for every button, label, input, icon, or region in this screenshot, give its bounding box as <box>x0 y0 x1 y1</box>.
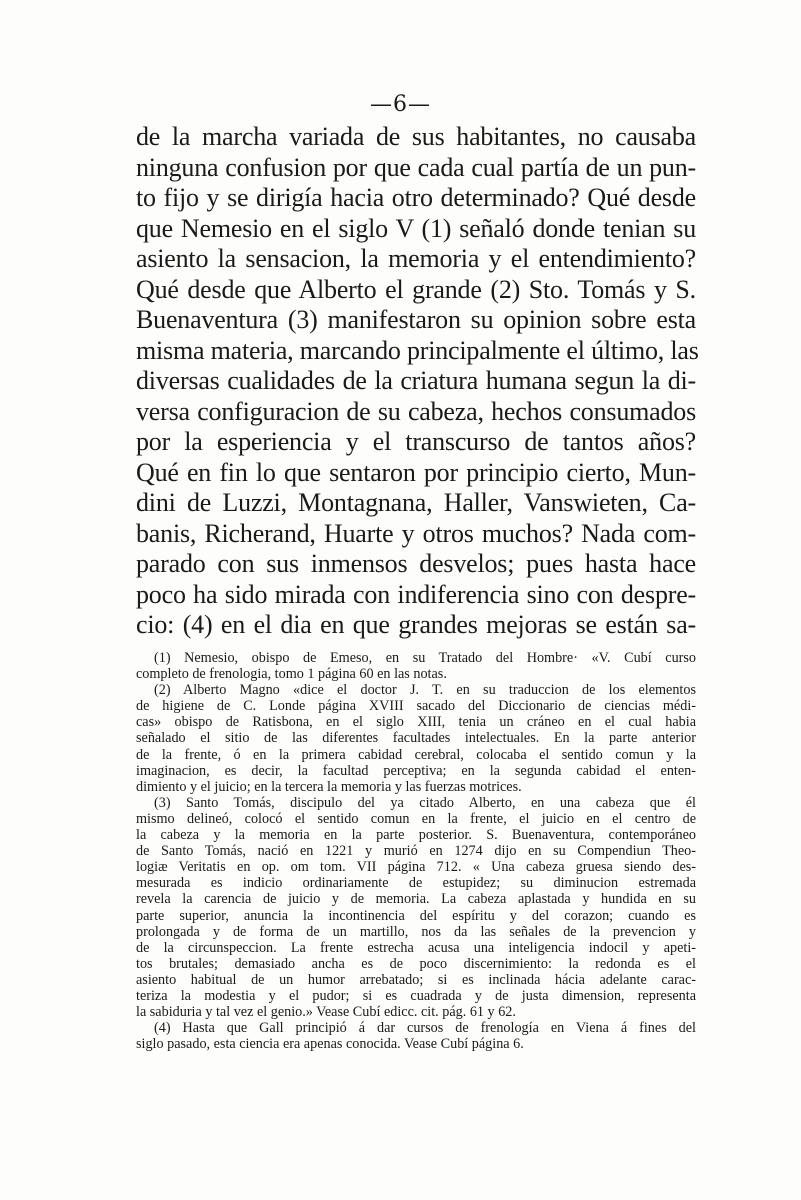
footnote-line: la cabeza y la memoria en la parte posterior. S. Buenaventura, contemporáneo <box>136 827 696 844</box>
body-line: asiento la sensacion, la memoria y el entendimiento? <box>136 244 696 273</box>
footnote-line: (4) Hasta que Gall principió á dar cursos de frenología en Viena á fines del <box>154 1020 696 1037</box>
body-line: de la marcha variada de sus habitantes, no causaba <box>136 122 696 151</box>
footnote-line: siglo pasado, esta ciencia era apenas conocida. Vease Cubí página 6. <box>136 1036 524 1053</box>
footnote-line: cas» obispo de Ratisbona, en el siglo XIII, tenia un cráneo en el cual habia <box>136 714 696 731</box>
body-line: dini de Luzzi, Montagnana, Haller, Vanswieten, Ca- <box>136 488 696 517</box>
main-text-block <box>136 122 699 641</box>
footnote-line: la sabiduria y tal vez el genio.» Vease Cubí edicc. cit. pág. 61 y 62. <box>136 1004 516 1021</box>
footnote-line: mismo delineó, colocó el sentido comun en la frente, el juicio en el centro de <box>136 810 696 827</box>
footnote-line: dimiento y el juicio; en la tercera la memoria y las fuerzas motrices. <box>136 778 522 795</box>
footnote-line: mesurada es indicio ordinariamente de estupidez; su diminucion estremada <box>136 875 696 892</box>
body-line: parado con sus inmensos desvelos; pues hasta hace <box>136 549 696 578</box>
body-line: versa configuracion de su cabeza, hechos consumados <box>136 396 696 426</box>
footnote-line: (1) Nemesio, obispo de Emeso, en su Tratado del Hombre· «V. Cubí curso <box>154 650 696 666</box>
page-number: —6— <box>370 92 431 117</box>
footnote-line: de la circunspeccion. La frente estrecha acusa una inteligencia indocil y apeti- <box>136 939 696 956</box>
footnote-line: (3) Santo Tomás, discipulo del ya citado Alberto, en una cabeza que él <box>154 794 696 811</box>
footnote-line: de la frente, ó en la primera cabidad cerebral, colocaba el sentido comun y la <box>136 746 696 763</box>
footnote-line: imaginacion, es decir, la facultad perceptiva; en la segunda cabidad el enten- <box>136 762 696 779</box>
body-line: banis, Richerand, Huarte y otros muchos? Nada com- <box>136 518 696 548</box>
footnote-line: de higiene de C. Londe página XVIII sacado del Diccionario de ciencias médi- <box>136 698 696 715</box>
footnotes-block <box>136 650 696 1052</box>
footnote-line: completo de frenologia, tomo 1 página 60 en las notas. <box>136 666 447 683</box>
footnote-line: (2) Alberto Magno «dice el doctor J. T. en su traduccion de los elementos <box>154 682 696 699</box>
body-line: poco ha sido mirada con indiferencia sino con despre- <box>136 579 696 609</box>
body-line: Qué desde que Alberto el grande (2) Sto. Tomás y S. <box>136 274 696 304</box>
footnote-line: asiento habitual de un humor arrebatado; si es inclinada hácia adelante carac- <box>136 971 696 988</box>
footnote-line: logiæ Veritatis en op. om tom. VII página 712. « Una cabeza gruesa siendo des- <box>136 859 696 876</box>
body-line: Qué en fin lo que sentaron por principio cierto, Mun- <box>136 457 696 487</box>
footnote-line: señalado el sitio de las diferentes facultades intelectuales. En la parte anterior <box>136 730 696 747</box>
footnote-line: tos brutales; demasiado ancha es de poco discernimiento: la redonda es el <box>136 955 696 972</box>
footnote-line: de Santo Tomás, nació en 1221 y murió en 1274 dijo en su Compendiun Theo- <box>136 843 696 860</box>
body-line: to fijo y se dirigía hacia otro determinado? Qué desde <box>136 183 696 212</box>
footnote-line: parte superior, anuncia la incontinencia del espíritu y del corazon; cuando es <box>136 907 696 924</box>
body-line: Buenaventura (3) manifestaron su opinion sobre esta <box>136 305 696 334</box>
body-line: diversas cualidades de la criatura humana segun la di- <box>136 366 696 395</box>
footnote-line: teriza la modestia y el pudor; si es cuadrada y de justa dimension, representa <box>136 987 696 1004</box>
body-line: por la esperiencia y el transcurso de tantos años? <box>136 427 696 456</box>
body-line: ninguna confusion por que cada cual partía de un pun- <box>136 152 696 182</box>
footnote-line: prolongada y de forma de un martillo, nos da las señales de la prevencion y <box>136 923 696 940</box>
body-line: que Nemesio en el siglo V (1) señaló donde tenian su <box>136 213 696 243</box>
body-line: misma materia, marcando principalmente el último, las <box>136 335 699 365</box>
body-line: cio: (4) en el dia en que grandes mejoras se están sa- <box>136 610 696 639</box>
footnote-line: revela la carencia de juicio y de memoria. La cabeza aplastada y hundida en su <box>136 891 696 908</box>
